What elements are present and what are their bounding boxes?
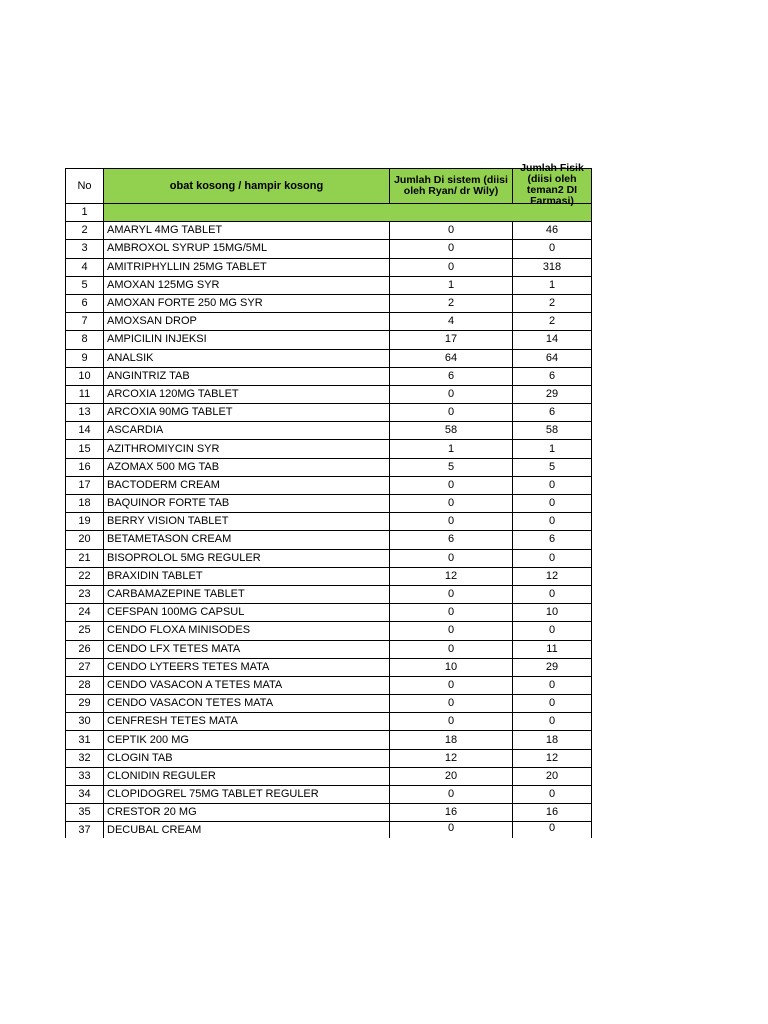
cell-name[interactable]: AMITRIPHYLLIN 25MG TABLET [104,258,390,276]
table-row [66,404,592,422]
cell-name[interactable]: AZOMAX 500 MG TAB [104,458,390,476]
cell-no[interactable]: 33 [66,767,104,785]
table-row [66,313,592,331]
cell-no[interactable]: 18 [66,495,104,513]
cell-physical[interactable]: 16 [513,804,592,822]
table-row [66,513,592,531]
header-physical-text: Jumlah Fisik (diisi oleh teman2 DI Farmasi) [520,162,584,207]
cell-name[interactable]: CENDO FLOXA MINISODES [104,622,390,640]
cell-name[interactable]: ARCOXIA 120MG TABLET [104,385,390,403]
cell-no[interactable]: 4 [66,258,104,276]
cell-name[interactable]: AMOXSAN DROP [104,313,390,331]
cell-name[interactable]: AMPICILIN INJEKSI [104,331,390,349]
cell-physical[interactable]: 14 [513,331,592,349]
table-row [66,294,592,312]
table-row [66,622,592,640]
table-row [66,385,592,403]
cell-physical[interactable]: 12 [513,749,592,767]
table-row [66,549,592,567]
cell-system[interactable]: 0 [390,513,513,531]
table-row [66,640,592,658]
cell-no[interactable]: 13 [66,404,104,422]
table-row [66,440,592,458]
cell-system[interactable]: 5 [390,458,513,476]
cell-name[interactable]: ANGINTRIZ TAB [104,367,390,385]
cell-physical[interactable]: 64 [513,349,592,367]
cell-physical[interactable]: 1 [513,276,592,294]
table-row [66,676,592,694]
table-row [66,422,592,440]
cell-system[interactable]: 12 [390,749,513,767]
cell-no[interactable]: 19 [66,513,104,531]
band-fill-cell[interactable] [104,204,592,222]
cell-name[interactable]: CEPTIK 200 MG [104,731,390,749]
cell-no[interactable]: 1 [66,204,104,222]
cell-name[interactable]: BACTODERM CREAM [104,476,390,494]
cell-system[interactable]: 0 [390,695,513,713]
cell-physical[interactable]: 46 [513,222,592,240]
cell-physical[interactable]: 318 [513,258,592,276]
cell-name[interactable]: ASCARDIA [104,422,390,440]
cell-system[interactable]: 0 [390,222,513,240]
cell-no[interactable]: 28 [66,676,104,694]
cell-name[interactable]: CENDO VASACON A TETES MATA [104,676,390,694]
cell-no[interactable]: 22 [66,567,104,585]
table-row [66,222,592,240]
cell-system[interactable]: 0 [390,786,513,804]
cell-system[interactable]: 0 [390,640,513,658]
cell-name[interactable]: BERRY VISION TABLET [104,513,390,531]
header-name[interactable]: obat kosong / hampir kosong [104,169,390,204]
cell-no[interactable]: 25 [66,622,104,640]
header-system-text: Jumlah Di sistem (diisi oleh Ryan/ dr Wily) [394,174,508,197]
cell-physical[interactable]: 18 [513,731,592,749]
table-row [66,713,592,731]
cell-no[interactable]: 16 [66,458,104,476]
table-row [66,804,592,822]
cell-physical[interactable]: 0 [513,822,592,839]
cell-name[interactable]: BRAXIDIN TABLET [104,567,390,585]
cell-physical[interactable]: 29 [513,385,592,403]
table-row [66,276,592,294]
cell-system[interactable]: 0 [390,495,513,513]
cell-no[interactable]: 27 [66,658,104,676]
cell-name[interactable]: CENDO LFX TETES MATA [104,640,390,658]
cell-physical[interactable]: 0 [513,695,592,713]
cell-no[interactable]: 23 [66,585,104,603]
cell-physical[interactable]: 0 [513,240,592,258]
header-row [66,169,592,204]
cell-physical[interactable]: 6 [513,531,592,549]
cell-physical[interactable]: 2 [513,294,592,312]
table-row [66,749,592,767]
table-row [66,458,592,476]
cell-system[interactable]: 4 [390,313,513,331]
stock-table [65,162,592,838]
table-row [66,604,592,622]
cell-system[interactable]: 1 [390,440,513,458]
cell-system[interactable]: 0 [390,258,513,276]
table-row [66,331,592,349]
cell-name[interactable]: CEFSPAN 100MG CAPSUL [104,604,390,622]
cell-physical[interactable]: 0 [513,549,592,567]
cell-name[interactable]: CENDO LYTEERS TETES MATA [104,658,390,676]
cell-physical[interactable]: 10 [513,604,592,622]
cell-physical[interactable]: 0 [513,495,592,513]
cell-name[interactable]: CLOPIDOGREL 75MG TABLET REGULER [104,786,390,804]
cell-system[interactable]: 64 [390,349,513,367]
cell-no[interactable]: 20 [66,531,104,549]
cell-physical[interactable]: 0 [513,622,592,640]
cell-name[interactable]: CENFRESH TETES MATA [104,713,390,731]
cell-name[interactable]: BETAMETASON CREAM [104,531,390,549]
cell-system[interactable]: 0 [390,476,513,494]
table-row-band [66,204,592,222]
cell-physical[interactable]: 0 [513,585,592,603]
cell-system[interactable]: 0 [390,604,513,622]
cell-physical[interactable]: 0 [513,676,592,694]
cell-no[interactable]: 6 [66,294,104,312]
table-row [66,476,592,494]
table-row [66,731,592,749]
table-row [66,567,592,585]
header-system[interactable] [390,169,513,204]
cell-no[interactable]: 37 [66,822,104,839]
cell-system[interactable]: 6 [390,367,513,385]
cell-name[interactable]: CENDO VASACON TETES MATA [104,695,390,713]
cell-system[interactable]: 0 [390,404,513,422]
cell-system[interactable]: 20 [390,767,513,785]
table-row [66,585,592,603]
cell-no[interactable]: 35 [66,804,104,822]
cell-system[interactable]: 12 [390,567,513,585]
cell-system[interactable]: 6 [390,531,513,549]
cell-system[interactable]: 0 [390,713,513,731]
cell-physical[interactable]: 11 [513,640,592,658]
table-row [66,822,592,839]
cell-name[interactable]: ARCOXIA 90MG TABLET [104,404,390,422]
cell-physical[interactable]: 0 [513,786,592,804]
cell-no[interactable]: 10 [66,367,104,385]
cell-physical[interactable]: 0 [513,476,592,494]
cell-no[interactable]: 26 [66,640,104,658]
cell-no[interactable]: 9 [66,349,104,367]
cell-physical[interactable]: 58 [513,422,592,440]
table-row [66,695,592,713]
cell-system[interactable]: 0 [390,676,513,694]
cell-physical[interactable]: 5 [513,458,592,476]
cell-system[interactable]: 0 [390,585,513,603]
cell-name[interactable]: AMOXAN 125MG SYR [104,276,390,294]
table-row [66,531,592,549]
cell-physical[interactable]: 20 [513,767,592,785]
table-row [66,495,592,513]
cell-name[interactable]: AZITHROMIYCIN SYR [104,440,390,458]
cell-no[interactable]: 30 [66,713,104,731]
cell-system[interactable]: 10 [390,658,513,676]
cell-no[interactable]: 3 [66,240,104,258]
cell-physical[interactable]: 12 [513,567,592,585]
table-row [66,658,592,676]
cell-name[interactable]: DECUBAL CREAM [104,822,390,839]
table-row [66,349,592,367]
cell-system[interactable]: 1 [390,276,513,294]
cell-physical[interactable]: 0 [513,713,592,731]
cell-no[interactable]: 32 [66,749,104,767]
cell-no[interactable]: 31 [66,731,104,749]
cell-name[interactable]: ANALSIK [104,349,390,367]
cell-physical[interactable]: 2 [513,313,592,331]
cell-no[interactable]: 29 [66,695,104,713]
cell-name[interactable]: BISOPROLOL 5MG REGULER [104,549,390,567]
header-no[interactable]: No [66,169,104,204]
cell-no[interactable]: 17 [66,476,104,494]
cell-name[interactable]: CLONIDIN REGULER [104,767,390,785]
cell-no[interactable]: 5 [66,276,104,294]
cell-physical[interactable]: 29 [513,658,592,676]
table-row [66,258,592,276]
cell-system[interactable]: 0 [390,240,513,258]
table-row [66,367,592,385]
cell-system[interactable]: 58 [390,422,513,440]
cell-system[interactable]: 0 [390,822,513,839]
table-row [66,786,592,804]
cell-physical[interactable]: 1 [513,440,592,458]
cell-name[interactable]: AMBROXOL SYRUP 15MG/5ML [104,240,390,258]
cell-no[interactable]: 7 [66,313,104,331]
cell-name[interactable]: CRESTOR 20 MG [104,804,390,822]
cell-no[interactable]: 15 [66,440,104,458]
cell-physical[interactable]: 6 [513,367,592,385]
cell-no[interactable]: 14 [66,422,104,440]
header-physical[interactable] [513,162,592,207]
cell-no[interactable]: 21 [66,549,104,567]
cell-name[interactable]: BAQUINOR FORTE TAB [104,495,390,513]
cell-system[interactable]: 0 [390,385,513,403]
cell-system[interactable]: 16 [390,804,513,822]
cell-name[interactable]: CARBAMAZEPINE TABLET [104,585,390,603]
cell-system[interactable]: 0 [390,622,513,640]
cell-physical[interactable]: 0 [513,513,592,531]
cell-system[interactable]: 18 [390,731,513,749]
cell-physical[interactable]: 6 [513,404,592,422]
cell-no[interactable]: 24 [66,604,104,622]
cell-system[interactable]: 17 [390,331,513,349]
cell-no[interactable]: 34 [66,786,104,804]
cell-system[interactable]: 2 [390,294,513,312]
cell-no[interactable]: 2 [66,222,104,240]
cell-no[interactable]: 8 [66,331,104,349]
cell-system[interactable]: 0 [390,549,513,567]
cell-name[interactable]: AMOXAN FORTE 250 MG SYR [104,294,390,312]
table-row [66,240,592,258]
cell-name[interactable]: CLOGIN TAB [104,749,390,767]
cell-no[interactable]: 11 [66,385,104,403]
cell-name[interactable]: AMARYL 4MG TABLET [104,222,390,240]
table-row [66,767,592,785]
